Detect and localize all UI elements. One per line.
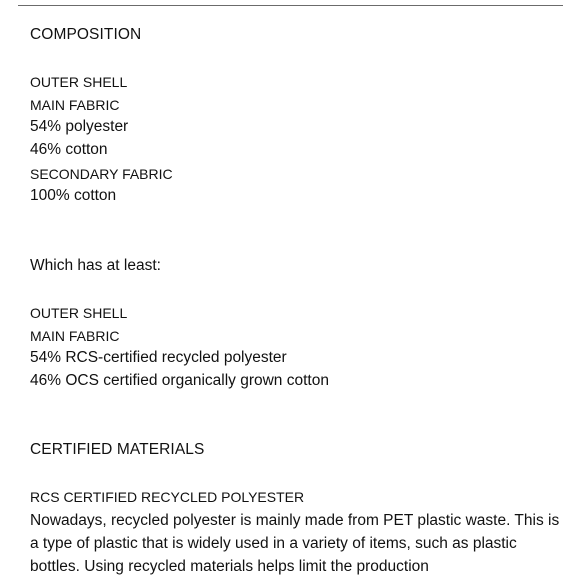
top-divider — [18, 5, 563, 6]
which-has-at-least-heading: Which has at least: — [30, 257, 161, 274]
rcs-polyester-heading: RCS CERTIFIED RECYCLED POLYESTER — [30, 489, 305, 505]
main-fabric-cotton: 46% cotton — [30, 141, 108, 158]
main-fabric-polyester: 54% polyester — [30, 118, 129, 135]
rcs-polyester-value: 54% RCS-certified recycled polyester — [30, 349, 287, 366]
outer-shell-label: OUTER SHELL — [30, 74, 128, 90]
main-fabric-label: MAIN FABRIC — [30, 97, 120, 113]
at-least-main-fabric-label: MAIN FABRIC — [30, 328, 120, 344]
ocs-cotton-value: 46% OCS certified organically grown cotton — [30, 372, 329, 389]
secondary-fabric-label: SECONDARY FABRIC — [30, 166, 173, 182]
rcs-polyester-description: Nowadays, recycled polyester is mainly made from PET plastic waste. This is a type of plastic that is widely used in a variety of items, such as plastic bottles. Using recycled materials helps limit the production — [30, 512, 560, 575]
composition-heading: COMPOSITION — [30, 26, 142, 43]
at-least-outer-shell-label: OUTER SHELL — [30, 305, 128, 321]
certified-materials-heading: CERTIFIED MATERIALS — [30, 441, 205, 458]
secondary-fabric-cotton: 100% cotton — [30, 187, 117, 204]
